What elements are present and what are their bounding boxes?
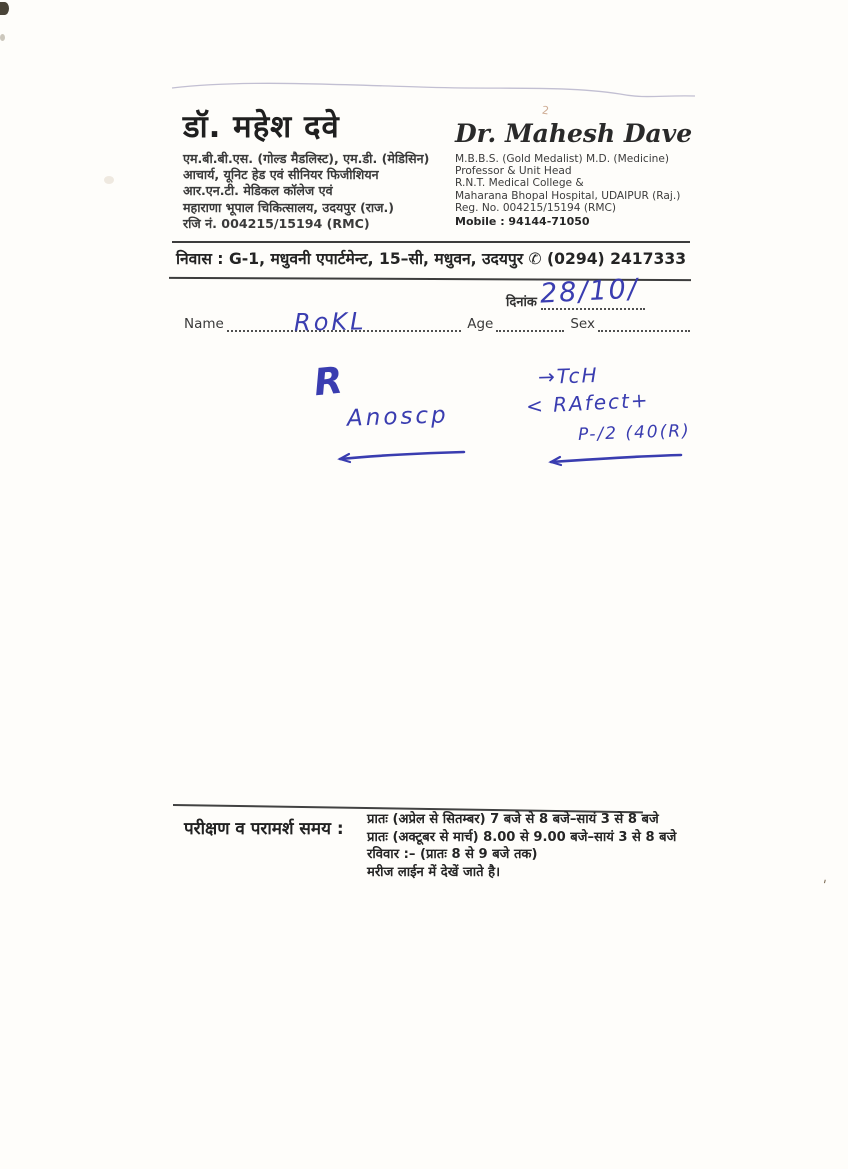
doctor-reg-hindi: रजि नं. 004215/15194 (RMC): [183, 215, 370, 231]
handwritten-rx-item-2: →TcH: [537, 362, 599, 390]
doctor-qualification-hindi: एम.बी.बी.एस. (गोल्ड मैडलिस्ट), एम.डी. (मेडिसिन): [183, 151, 430, 166]
doctor-college-hindi: आर.एन.टी. मेडिकल कॉलेज एवं: [183, 183, 333, 199]
handwritten-rx-item-3: < RAfect+: [525, 387, 651, 419]
doctor-name-english: Dr. Mahesh Dave: [455, 119, 693, 148]
handwritten-rx-item-1: Anoscp: [346, 402, 450, 432]
doctor-reg-english: Reg. No. 004215/15194 (RMC): [455, 201, 617, 214]
doctor-hospital-english: Maharana Bhopal Hospital, UDAIPUR (Raj.): [455, 189, 681, 202]
handwritten-date: 28/10/: [539, 273, 640, 310]
timing-winter: प्रातः (अक्टूबर से मार्च) 8.00 से 9.00 बजे–सायं 3 से 8 बजे: [367, 829, 677, 845]
doctor-header-english: [455, 120, 700, 228]
footer-timing-lines: [367, 811, 677, 881]
scan-smudge: [104, 176, 114, 184]
rx-symbol: R: [311, 358, 345, 405]
residence-address: निवास : G-1, मधुवनी एपार्टमेन्ट, 15–सी, मधुवन, उदयपुर ✆ (0294) 2417333: [175, 250, 687, 268]
timing-note: मरीज लाईन में देखें जाते है।: [367, 864, 501, 880]
doctor-hospital-hindi: महाराणा भूपाल चिकित्सालय, उदयपुर (राज.): [183, 199, 395, 215]
paper-edge-line: [0, 0, 848, 120]
scan-speck-right: ': [820, 877, 828, 894]
name-label: Name: [184, 316, 224, 332]
doctor-title-hindi: आचार्य, यूनिट हेड एवं सीनियर फिजीशियन: [183, 167, 379, 183]
handwritten-rx-item-4: P-/2 (40(R): [577, 421, 692, 445]
age-label: Age: [467, 316, 494, 332]
doctor-mobile: Mobile : 94144-71050: [455, 215, 590, 229]
doctor-header-hindi: [183, 110, 458, 232]
doctor-title-english: Professor & Unit Head: [455, 165, 572, 178]
doctor-college-english: R.N.T. Medical College &: [455, 177, 584, 190]
timing-sunday: रविवार :– (प्रातः 8 से 9 बजे तक): [367, 847, 538, 863]
faint-page-mark: 2: [541, 103, 550, 118]
date-label: दिनांक: [506, 295, 537, 310]
sex-field-line: [598, 316, 690, 332]
divider-above-address: [172, 241, 690, 243]
sex-label: Sex: [570, 316, 595, 332]
patient-info-row: [184, 316, 690, 332]
doctor-qualification-english: M.B.B.S. (Gold Medalist) M.D. (Medicine): [455, 153, 670, 165]
footer-timing-label: परीक्षण व परामर्श समय :: [184, 819, 344, 839]
doctor-name-hindi: डॉ. महेश दवे: [183, 109, 340, 145]
age-field-line: [496, 316, 564, 332]
timing-summer: प्रातः (अप्रेल से सितम्बर) 7 बजे से 8 बजे–सायं 3 से 8 बजे: [367, 812, 659, 827]
handwritten-patient-name: RoKL: [293, 307, 367, 337]
